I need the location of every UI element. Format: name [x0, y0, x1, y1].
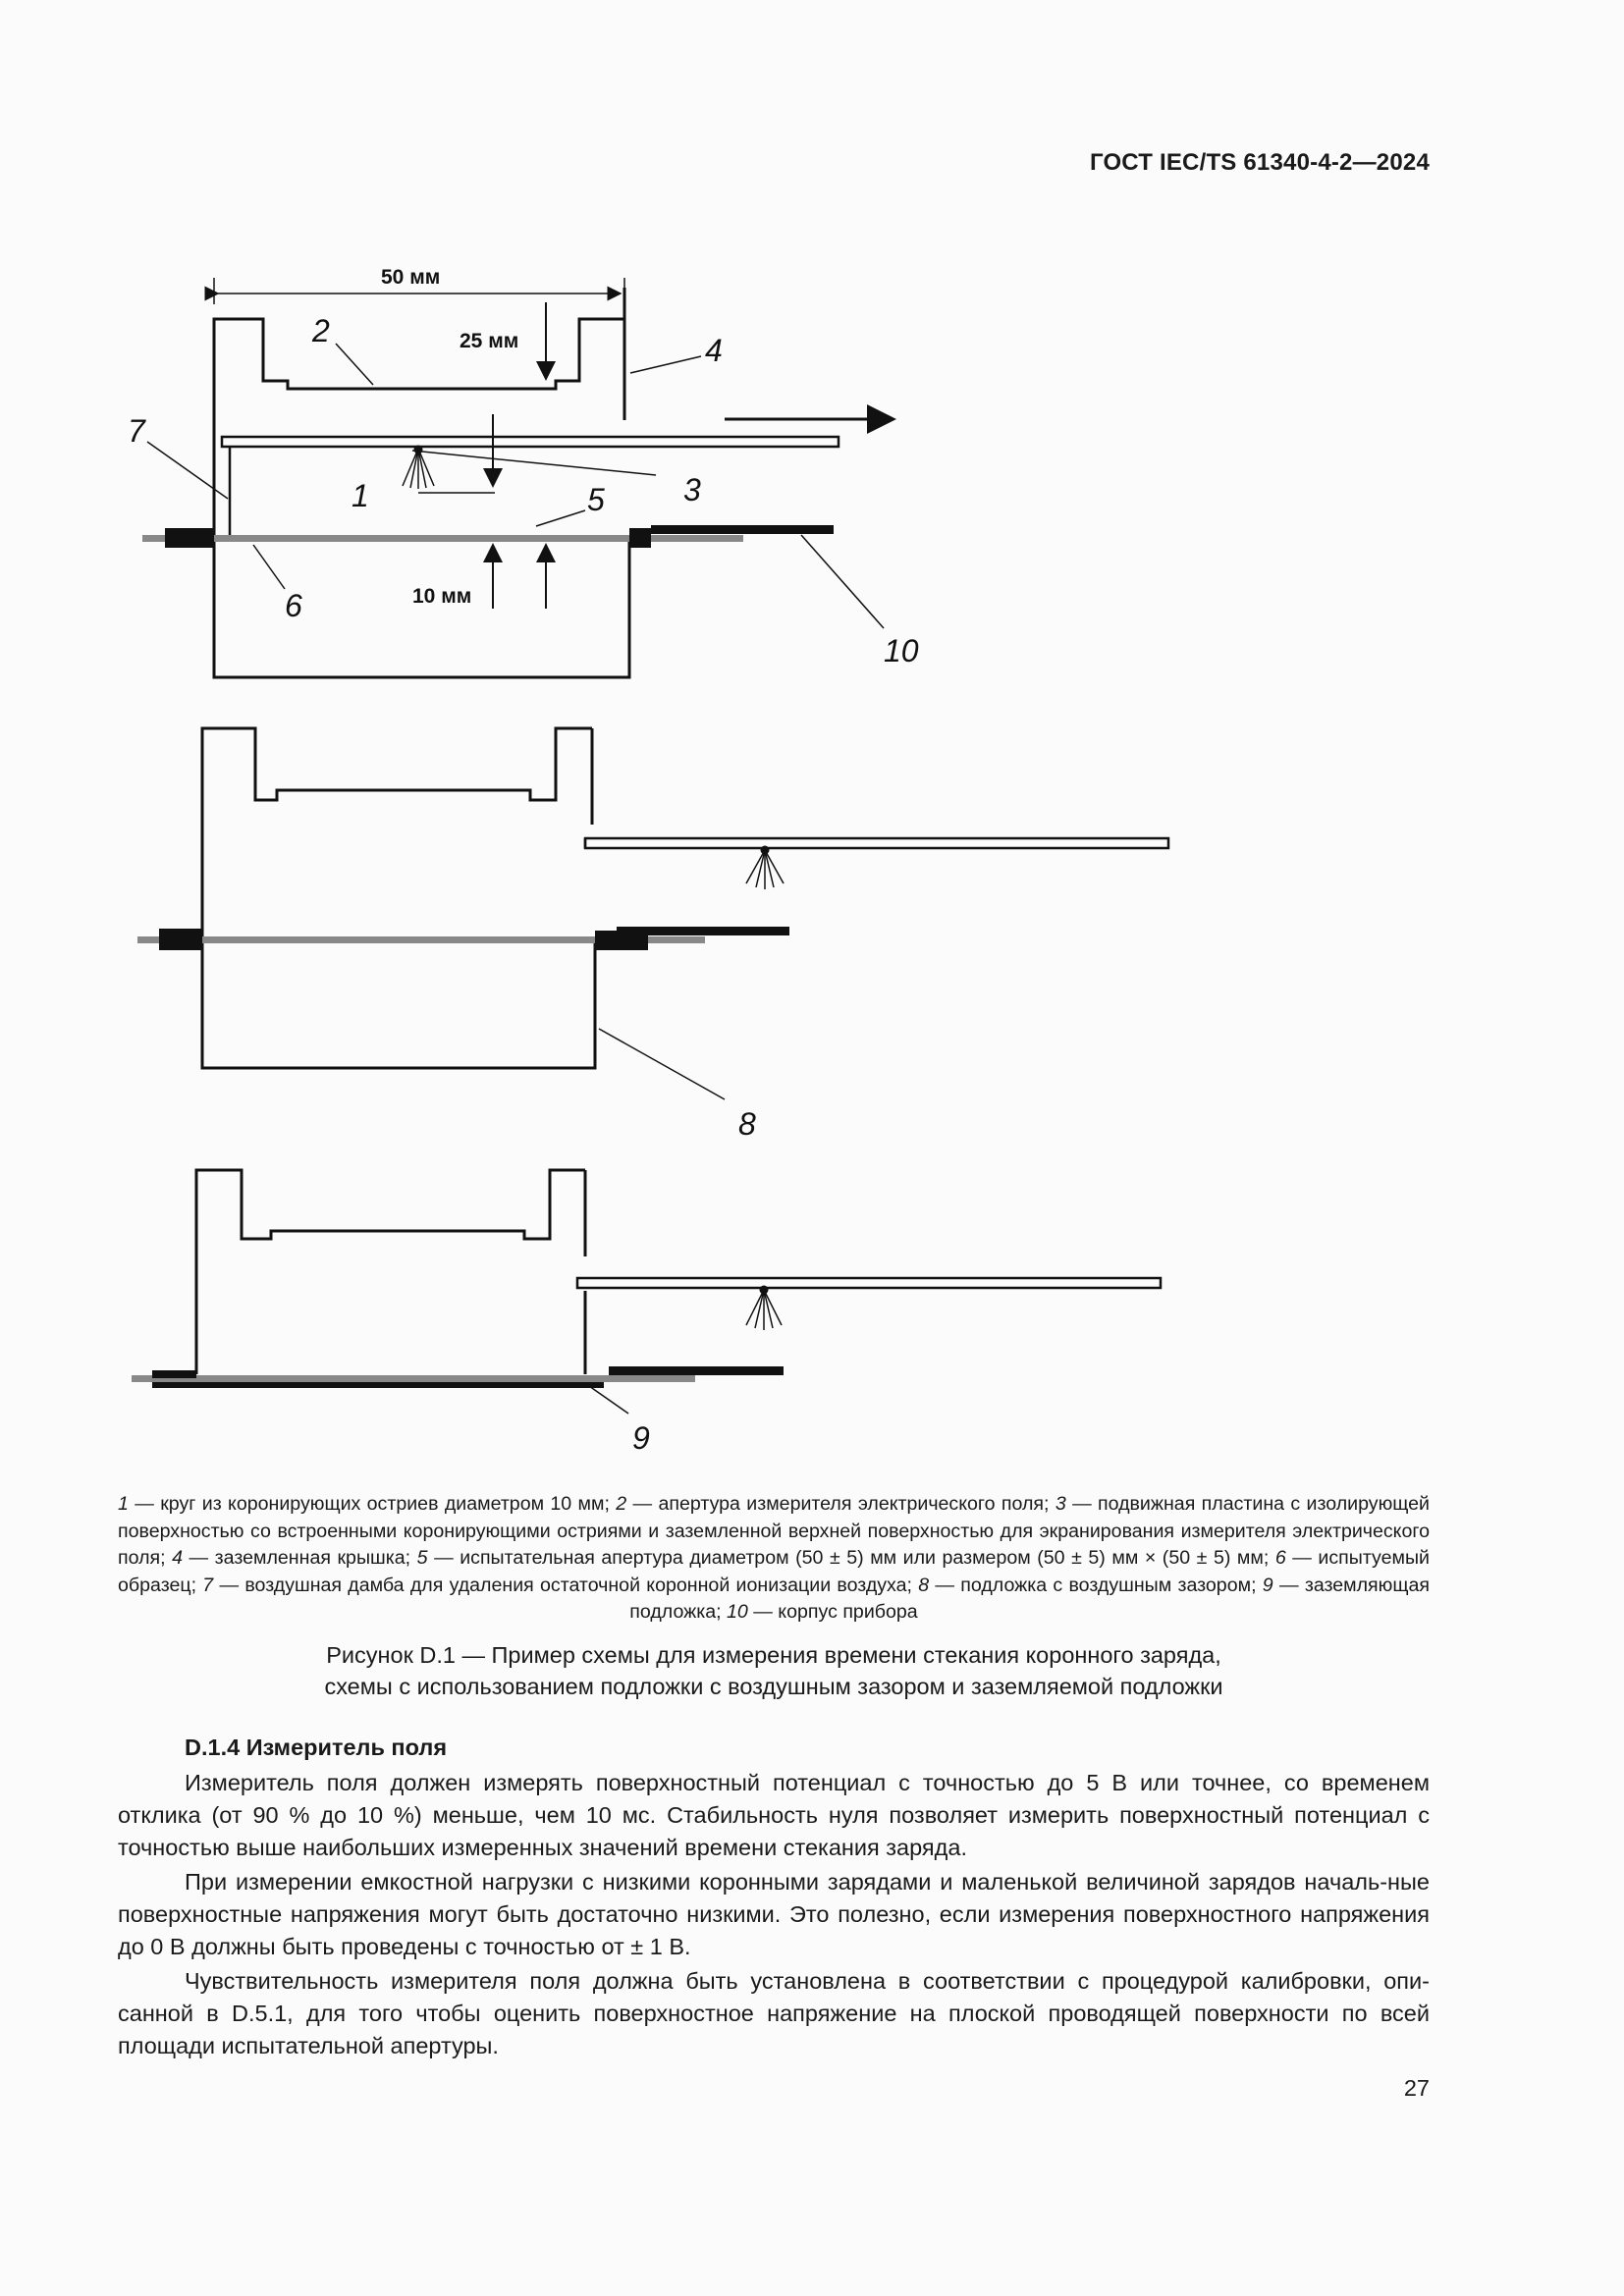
figure-legend [118, 1491, 1430, 1627]
diagram-middle [202, 728, 1168, 1099]
diagram-top [147, 278, 893, 677]
figure-caption [118, 1639, 1430, 1702]
legend-num-1: 1 [118, 1493, 129, 1515]
legend-text-1: — круг из коронирующих остриев диаметром 10 мм; [128, 1493, 617, 1515]
legend-num-3: 3 [1055, 1493, 1066, 1515]
legend-text-2: — апертура измерителя электрического поля; [626, 1493, 1056, 1515]
callout-5: 5 [587, 482, 605, 517]
paragraph-2: При измерении емкостной нагрузки с низкими коронными зарядами и маленькой величиной зарядов началь-ные поверхностные напряжения могут быть достаточно низкими. Это полезно, если измерения поверхностного напряжения до 0 В должны быть проведены с точностью от ± 1 В. [118, 1869, 1430, 1959]
paragraph-1: Измеритель поля должен измерять поверхностный потенциал с точностью до 5 В или точнее, со временем отклика (от 90 % до 10 %) меньше, чем 10 мс. Стабильность нуля позволяет измерить поверхностный потенциал с точностью выше наибольших измеренных значений времени стекания заряда. [118, 1770, 1430, 1860]
legend-text-4: — заземленная крышка; [183, 1547, 417, 1570]
page-number: 27 [1403, 2075, 1430, 2101]
paragraph-3: Чувствительность измерителя поля должна быть установлена в соответствии с процедурой калибровки, опи-санной в D.5.1, для того чтобы оценить поверхностное напряжение на плоской проводящей поверхности по всей площади испытательной апертуры. [118, 1968, 1430, 2058]
legend-num-10: 10 [727, 1601, 748, 1624]
dim-width-label: 50 мм [381, 266, 441, 289]
legend-text-8: — подложка с воздушным зазором; [929, 1574, 1263, 1596]
callout-8: 8 [738, 1106, 756, 1142]
legend-text-6: — испытуемый образец; [118, 1547, 1430, 1596]
section-heading: D.1.4 Измеритель поля [185, 1735, 448, 1760]
legend-num-2: 2 [616, 1493, 627, 1515]
caption-line-1: Рисунок D.1 — Пример схемы для измерения времени стекания коронного заряда, [326, 1642, 1221, 1668]
legend-text-3: — подвижная пластина с изолирующей поверхностью со встроенными коронирующими остриями и заземленной верхней поверхностью для экранирования измерителя электрического поля; [118, 1493, 1431, 1570]
callout-2: 2 [312, 313, 330, 348]
legend-num-9: 9 [1262, 1574, 1273, 1596]
legend-text-9: — заземляющая подложка; [629, 1574, 1430, 1624]
legend-num-8: 8 [918, 1574, 930, 1596]
legend-text-5: — испытательная апертура диаметром (50 ± 5) мм или размером (50 ± 5) мм × (50 ± 5) мм; [427, 1547, 1275, 1570]
callout-6: 6 [285, 588, 302, 623]
dim-gap-label: 10 мм [412, 585, 472, 608]
document-header: ГОСТ IEC/TS 61340-4-2—2024 [1089, 149, 1430, 176]
legend-num-5: 5 [416, 1547, 428, 1570]
callout-3: 3 [683, 472, 701, 507]
legend-num-7: 7 [202, 1574, 214, 1596]
callout-9: 9 [632, 1420, 650, 1456]
legend-num-4: 4 [172, 1547, 184, 1570]
legend-text-10: — корпус прибора [747, 1601, 918, 1624]
dim-aperture-depth-label: 25 мм [460, 330, 519, 352]
callout-1: 1 [352, 478, 369, 513]
sample-top [142, 535, 743, 542]
caption-line-2: схемы с использованием подложки с воздушным зазором и заземляемой подложки [324, 1674, 1223, 1699]
callout-4: 4 [705, 333, 723, 368]
legend-num-6: 6 [1274, 1547, 1286, 1570]
callout-10: 10 [884, 633, 919, 668]
callout-7: 7 [128, 413, 145, 449]
legend-text-7: — воздушная дамба для удаления остаточной коронной ионизации воздуха; [213, 1574, 919, 1596]
section-d14 [118, 1732, 1430, 2064]
